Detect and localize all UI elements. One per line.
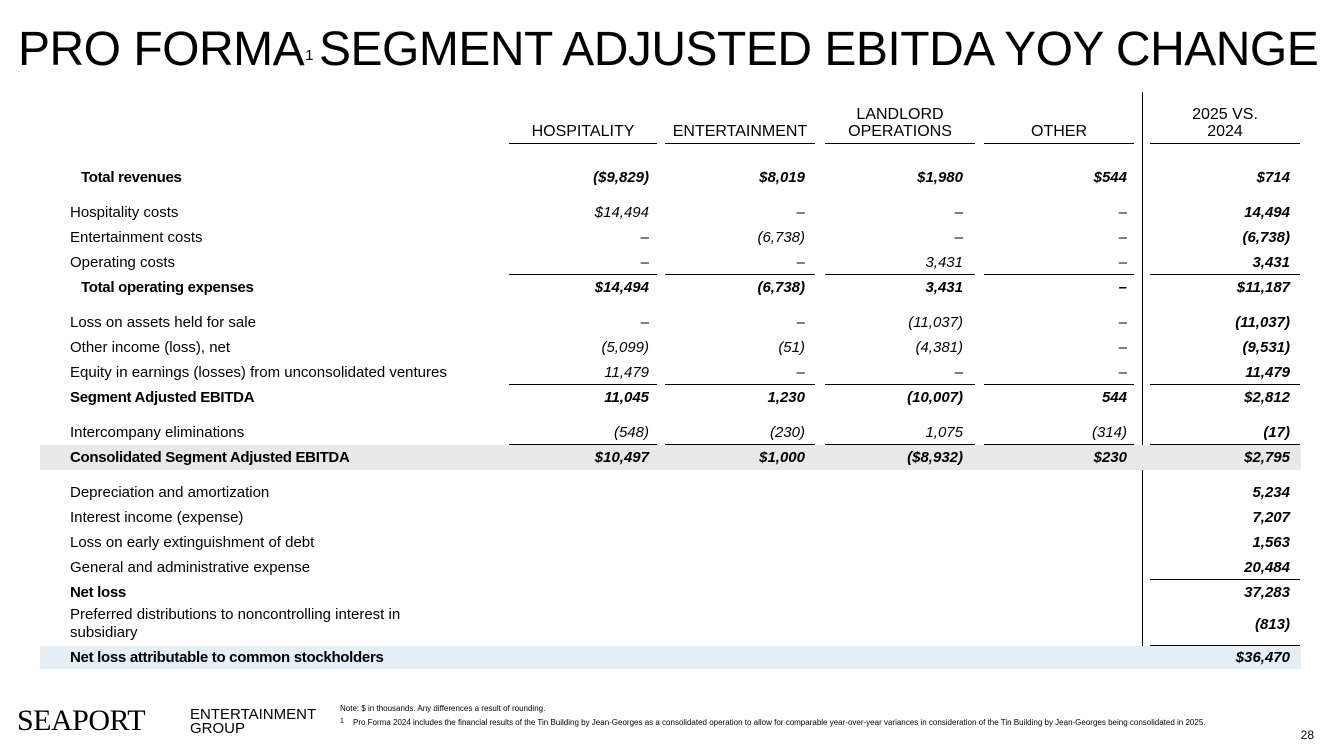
page-title: PRO FORMA$^1$ SEGMENT ADJUSTED EBITDA YOY CHANGE [18, 23, 1319, 76]
table-row: Interest income (expense) 7,207 [70, 509, 1290, 526]
table-row: Other income (loss), net (5,099) (51) (4,381) – (9,531) [70, 339, 1290, 356]
table-row: Net loss 37,283 [70, 584, 1290, 601]
company-logo: SEAPORT [17, 704, 146, 737]
table-row: Total revenues ($9,829) $8,019 $1,980 $544 $714 [81, 169, 1290, 186]
col-header-other: OTHER [984, 123, 1134, 144]
col-header-landlord-operations: LANDLORD OPERATIONS [825, 106, 975, 144]
table-row: Loss on assets held for sale – – (11,037) – (11,037) [70, 314, 1290, 331]
table-row: Equity in earnings (losses) from unconsolidated ventures 11,479 – – – 11,479 [70, 364, 1290, 381]
col-header-hospitality: HOSPITALITY [509, 123, 657, 144]
page-number: 28 [1300, 728, 1314, 742]
table-row: Total operating expenses $14,494 (6,738) 3,431 – $11,187 [81, 279, 1290, 296]
table-row: Hospitality costs $14,494 – – – 14,494 [70, 204, 1290, 221]
table-row: Operating costs – – 3,431 – 3,431 [70, 254, 1290, 271]
table-row: Intercompany eliminations (548) (230) 1,075 (314) (17) [70, 424, 1290, 441]
table-row: Segment Adjusted EBITDA 11,045 1,230 (10,007) 544 $2,812 [70, 389, 1290, 406]
title-footnote-ref: 1 [305, 47, 314, 64]
col-header-yoy: 2025 VS. 2024 [1150, 106, 1300, 144]
table-row: Depreciation and amortization 5,234 [70, 484, 1290, 501]
col-header-entertainment: ENTERTAINMENT [665, 123, 815, 144]
footnote: 1 Pro Forma 2024 includes the financial results of the Tin Building by Jean-Georges as a consolidated operation to allow for comparable year-over-year variances in consideration of the Tin Building by Jean-Georges being consolidated in 2025. [340, 718, 1206, 727]
table-row: Loss on early extinguishment of debt 1,563 [70, 534, 1290, 551]
table-row: Entertainment costs – (6,738) – – (6,738) [70, 229, 1290, 246]
footnote-note: Note: $ in thousands. Any differences a result of rounding. [340, 704, 546, 713]
table-row: Preferred distributions to noncontrolling interest in subsidiary (813) [70, 606, 1290, 641]
table-row-highlight: Net loss attributable to common stockholders $36,470 [40, 646, 1301, 669]
table-row-highlight: Consolidated Segment Adjusted EBITDA $10,497 $1,000 ($8,932) $230 $2,795 [40, 445, 1301, 470]
table-row: General and administrative expense 20,484 [70, 559, 1290, 576]
company-logo-subtitle: ENTERTAINMENT GROUP [190, 706, 317, 737]
